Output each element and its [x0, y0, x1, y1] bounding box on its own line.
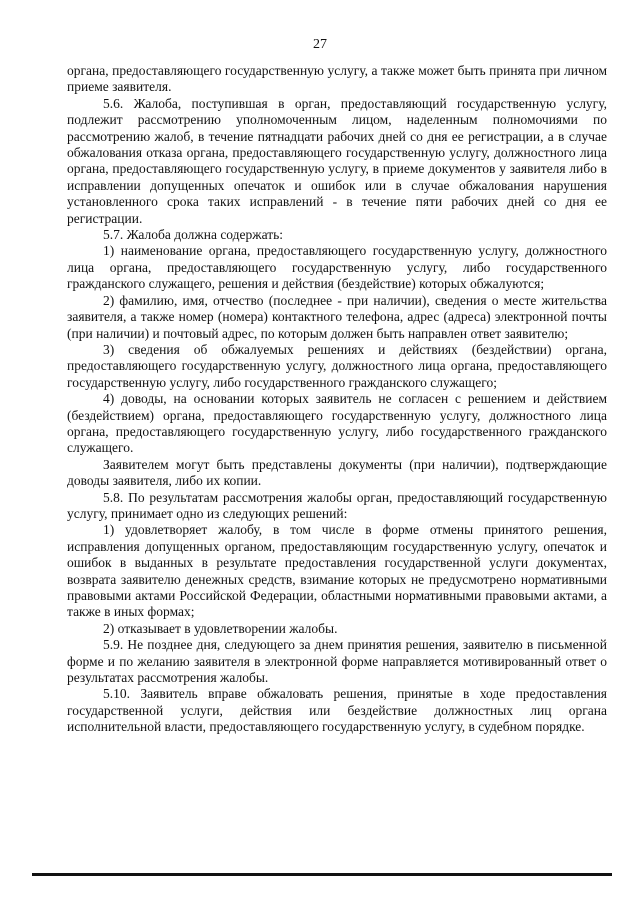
paragraph-documents-note: Заявителем могут быть представлены документы (при наличии), подтверждающие доводы заявителя, либо их копии. [67, 456, 607, 489]
bottom-rule [32, 873, 612, 876]
paragraph-5-7-item-1: 1) наименование органа, предоставляющего государственную услугу, должностного лица органа, предоставляющего государственную услугу, либо государственного гражданского служащего, решения и действия (бездействие) которых обжалуются; [67, 243, 607, 292]
paragraph-5-9: 5.9. Не позднее дня, следующего за днем принятия решения, заявителю в письменной форме и по желанию заявителя в электронной форме направляется мотивированный ответ о результатах рассмотрения жалобы. [67, 637, 607, 686]
paragraph-5-8-item-1: 1) удовлетворяет жалобу, в том числе в форме отмены принятого решения, исправления допущенных органом, предоставляющим государственную услугу, опечаток и ошибок в выданных в результате предоставления государственной услуги документах, возврата заявителю денежных средств, взимание которых не предусмотрено нормативными правовыми актами Российской Федерации, областными нормативными правовыми актами, а также в иных формах; [67, 522, 607, 620]
paragraph-5-7: 5.7. Жалоба должна содержать: [103, 227, 284, 243]
paragraph-continuation: органа, предоставляющего государственную услугу, а также может быть принята при личном приеме заявителя. [67, 63, 607, 95]
paragraph-5-10: 5.10. Заявитель вправе обжаловать решения, принятые в ходе предоставления государственной услуги, действия или бездействие должностных лиц органа исполнительной власти, предоставляющего государственную услугу, в судебном порядке. [67, 686, 607, 735]
paragraph-5-7-item-3: 3) сведения об обжалуемых решениях и действиях (бездействии) органа, предоставляющего государственную услугу, должностного лица органа, предоставляющего государственную услугу, либо государственного гражданского служащего; [67, 341, 607, 390]
paragraph-5-8: 5.8. По результатам рассмотрения жалобы орган, предоставляющий государственную услугу, принимает одно из следующих решений: [67, 489, 607, 521]
paragraph-5-7-item-4: 4) доводы, на основании которых заявитель не согласен с решением и действием (бездействием) органа, предоставляющего государственную услугу, должностного лица органа, предоставляющего государственную услугу, либо государственного гражданского служащего. [67, 391, 607, 456]
page-number: 27 [313, 37, 327, 52]
paragraph-5-7-item-2: 2) фамилию, имя, отчество (последнее - при наличии), сведения о месте жительства заявителя, а также номер (номера) контактного телефона, адрес (адреса) электронной почты (при наличии) и почтовый адрес, по которым должен быть направлен ответ заявителю; [67, 292, 607, 341]
paragraph-5-6: 5.6. Жалоба, поступившая в орган, предоставляющий государственную услугу, подлежит рассмотрению уполномоченным лицом, наделенным полномочиями по рассмотрению жалоб, в течение пятнадцати рабочих дней со дня ее регистрации, а в случае обжалования отказа органа, предоставляющего государственную услугу, должностного лица органа, предоставляющего государственную услугу, в приеме документов у заявителя либо в исправлении допущенных опечаток и ошибок или в случае обжалования нарушения установленного срока таких исправлений - в течение пяти рабочих дней со дня ее регистрации. [67, 95, 607, 226]
paragraph-5-8-item-2: 2) отказывает в удовлетворении жалобы. [103, 620, 338, 636]
document-body [67, 63, 607, 736]
